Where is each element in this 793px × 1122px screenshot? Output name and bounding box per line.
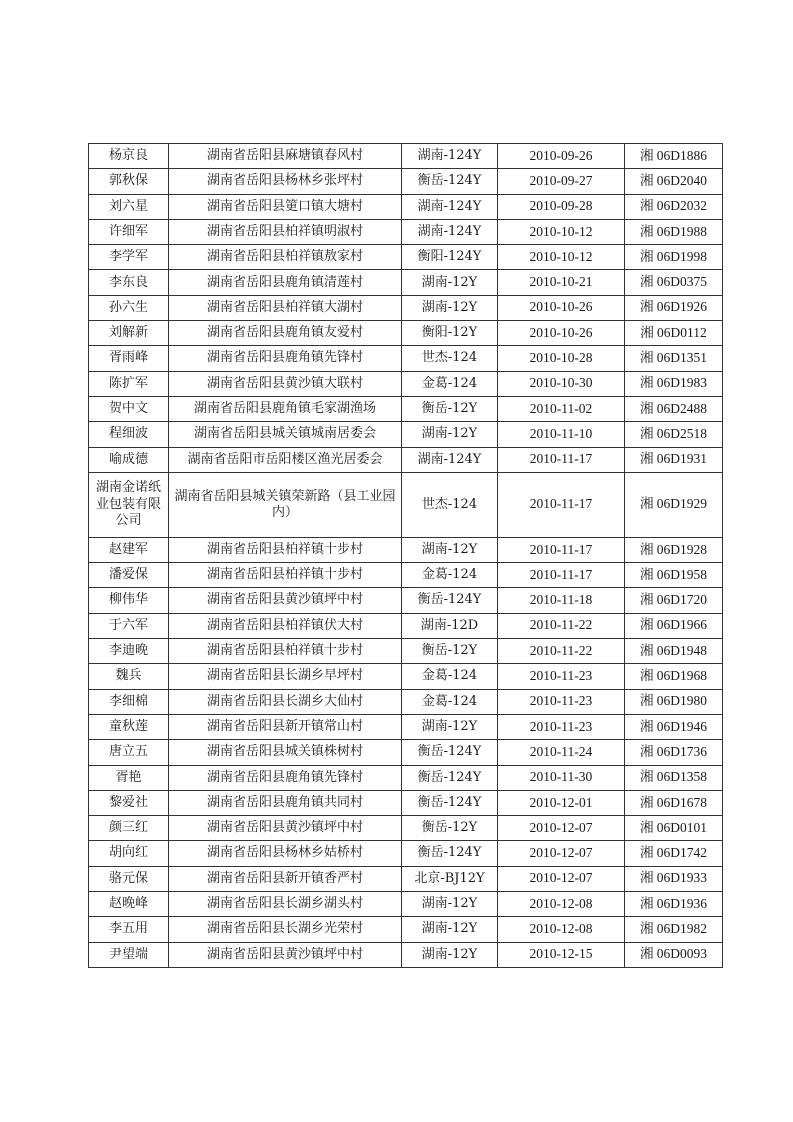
owner-name-cell: 颜三红: [89, 816, 169, 841]
registration-date-cell: 2010-11-17: [498, 537, 625, 562]
table-row: [89, 295, 723, 320]
owner-name-cell: 于六军: [89, 613, 169, 638]
table-row: [89, 866, 723, 891]
vehicle-model-cell: 衡岳-12Y: [402, 639, 498, 664]
owner-name-cell: 李迪晚: [89, 639, 169, 664]
owner-name-cell: 黎爱社: [89, 790, 169, 815]
registration-date-cell: 2010-09-26: [498, 144, 625, 169]
registration-table: [88, 143, 723, 968]
owner-name-cell: 程细波: [89, 422, 169, 447]
plate-number-cell: 湘 06D1980: [625, 689, 723, 714]
address-cell: 湖南省岳阳县鹿角镇先锋村: [169, 765, 402, 790]
vehicle-model-cell: 世杰-124: [402, 472, 498, 537]
table-row: [89, 396, 723, 421]
vehicle-model-cell: 湖南-12Y: [402, 714, 498, 739]
table-row: [89, 447, 723, 472]
owner-name-cell: 赵建军: [89, 537, 169, 562]
owner-name-cell: 孙六生: [89, 295, 169, 320]
plate-number-cell: 湘 06D0375: [625, 270, 723, 295]
address-cell: 湖南省岳阳县鹿角镇友爱村: [169, 321, 402, 346]
owner-name-cell: 李细棉: [89, 689, 169, 714]
registration-date-cell: 2010-11-22: [498, 639, 625, 664]
vehicle-model-cell: 湖南-12Y: [402, 295, 498, 320]
table-row: [89, 563, 723, 588]
address-cell: 湖南省岳阳县鹿角镇先锋村: [169, 346, 402, 371]
owner-name-cell: 柳伟华: [89, 588, 169, 613]
vehicle-model-cell: 湖南-12Y: [402, 270, 498, 295]
owner-name-cell: 刘解新: [89, 321, 169, 346]
plate-number-cell: 湘 06D1742: [625, 841, 723, 866]
owner-name-cell: 贺中文: [89, 396, 169, 421]
table-row: [89, 714, 723, 739]
address-cell: 湖南省岳阳县城关镇株树村: [169, 740, 402, 765]
registration-date-cell: 2010-11-23: [498, 664, 625, 689]
plate-number-cell: 湘 06D0101: [625, 816, 723, 841]
plate-number-cell: 湘 06D1988: [625, 219, 723, 244]
table-row: [89, 346, 723, 371]
plate-number-cell: 湘 06D1929: [625, 472, 723, 537]
table-row: [89, 194, 723, 219]
registration-date-cell: 2010-12-08: [498, 917, 625, 942]
plate-number-cell: 湘 06D2488: [625, 396, 723, 421]
registration-date-cell: 2010-10-26: [498, 321, 625, 346]
registration-date-cell: 2010-12-07: [498, 866, 625, 891]
table-row: [89, 321, 723, 346]
plate-number-cell: 湘 06D1968: [625, 664, 723, 689]
vehicle-model-cell: 湖南-12Y: [402, 942, 498, 967]
owner-name-cell: 刘六星: [89, 194, 169, 219]
registration-date-cell: 2010-10-28: [498, 346, 625, 371]
registration-date-cell: 2010-11-17: [498, 563, 625, 588]
vehicle-model-cell: 湖南-124Y: [402, 194, 498, 219]
address-cell: 湖南省岳阳县鹿角镇清莲村: [169, 270, 402, 295]
vehicle-model-cell: 金葛-124: [402, 689, 498, 714]
address-cell: 湖南省岳阳县新开镇香严村: [169, 866, 402, 891]
owner-name-cell: 郭秋保: [89, 169, 169, 194]
registration-date-cell: 2010-10-21: [498, 270, 625, 295]
registration-date-cell: 2010-11-24: [498, 740, 625, 765]
owner-name-cell: 潘爱保: [89, 563, 169, 588]
registration-date-cell: 2010-12-15: [498, 942, 625, 967]
plate-number-cell: 湘 06D1358: [625, 765, 723, 790]
owner-name-cell: 胡向红: [89, 841, 169, 866]
owner-name-cell: 童秋莲: [89, 714, 169, 739]
owner-name-cell: 胥雨峰: [89, 346, 169, 371]
table-row: [89, 841, 723, 866]
address-cell: 湖南省岳阳县长湖乡光荣村: [169, 917, 402, 942]
address-cell: 湖南省岳阳县城关镇荣新路（县工业园内）: [169, 472, 402, 537]
table-row: [89, 917, 723, 942]
address-cell: 湖南省岳阳县鹿角镇共同村: [169, 790, 402, 815]
plate-number-cell: 湘 06D1948: [625, 639, 723, 664]
table-row: [89, 689, 723, 714]
table-row: [89, 588, 723, 613]
address-cell: 湖南省岳阳县柏祥镇敖家村: [169, 245, 402, 270]
table-row: [89, 537, 723, 562]
owner-name-cell: 杨京良: [89, 144, 169, 169]
registration-date-cell: 2010-11-10: [498, 422, 625, 447]
vehicle-model-cell: 金葛-124: [402, 371, 498, 396]
plate-number-cell: 湘 06D0112: [625, 321, 723, 346]
plate-number-cell: 湘 06D0093: [625, 942, 723, 967]
address-cell: 湖南省岳阳县长湖乡大仙村: [169, 689, 402, 714]
address-cell: 湖南省岳阳县黄沙镇坪中村: [169, 816, 402, 841]
address-cell: 湖南省岳阳市岳阳楼区渔光居委会: [169, 447, 402, 472]
registration-date-cell: 2010-11-23: [498, 689, 625, 714]
owner-name-cell: 喻成德: [89, 447, 169, 472]
table-row: [89, 639, 723, 664]
registration-date-cell: 2010-12-07: [498, 816, 625, 841]
plate-number-cell: 湘 06D1946: [625, 714, 723, 739]
address-cell: 湖南省岳阳县柏祥镇十步村: [169, 537, 402, 562]
owner-name-cell: 李五用: [89, 917, 169, 942]
table-row: [89, 613, 723, 638]
registration-date-cell: 2010-10-12: [498, 219, 625, 244]
registration-date-cell: 2010-11-17: [498, 447, 625, 472]
address-cell: 湖南省岳阳县黄沙镇大联村: [169, 371, 402, 396]
table-row: [89, 740, 723, 765]
table-row: [89, 816, 723, 841]
plate-number-cell: 湘 06D2032: [625, 194, 723, 219]
address-cell: 湖南省岳阳县柏祥镇十步村: [169, 563, 402, 588]
table-row: [89, 664, 723, 689]
plate-number-cell: 湘 06D1926: [625, 295, 723, 320]
vehicle-model-cell: 湖南-124Y: [402, 447, 498, 472]
plate-number-cell: 湘 06D1936: [625, 892, 723, 917]
table-row: [89, 422, 723, 447]
plate-number-cell: 湘 06D1928: [625, 537, 723, 562]
owner-name-cell: 魏兵: [89, 664, 169, 689]
address-cell: 湖南省岳阳县柏祥镇伏大村: [169, 613, 402, 638]
address-cell: 湖南省岳阳县黄沙镇坪中村: [169, 942, 402, 967]
table-row: [89, 144, 723, 169]
plate-number-cell: 湘 06D1966: [625, 613, 723, 638]
registration-date-cell: 2010-10-30: [498, 371, 625, 396]
vehicle-model-cell: 衡岳-12Y: [402, 396, 498, 421]
table-row: [89, 942, 723, 967]
address-cell: 湖南省岳阳县城关镇城南居委会: [169, 422, 402, 447]
owner-name-cell: 李东良: [89, 270, 169, 295]
registration-date-cell: 2010-11-02: [498, 396, 625, 421]
table-row: [89, 765, 723, 790]
plate-number-cell: 湘 06D1983: [625, 371, 723, 396]
table-row: [89, 270, 723, 295]
registration-date-cell: 2010-11-17: [498, 472, 625, 537]
vehicle-model-cell: 衡岳-124Y: [402, 765, 498, 790]
table-row: [89, 219, 723, 244]
vehicle-model-cell: 湖南-124Y: [402, 144, 498, 169]
vehicle-model-cell: 衡岳-124Y: [402, 588, 498, 613]
owner-name-cell: 骆元保: [89, 866, 169, 891]
plate-number-cell: 湘 06D1720: [625, 588, 723, 613]
address-cell: 湖南省岳阳县杨林乡姑桥村: [169, 841, 402, 866]
registration-date-cell: 2010-11-30: [498, 765, 625, 790]
registration-date-cell: 2010-12-07: [498, 841, 625, 866]
address-cell: 湖南省岳阳县长湖乡早坪村: [169, 664, 402, 689]
plate-number-cell: 湘 06D2040: [625, 169, 723, 194]
address-cell: 湖南省岳阳县柏祥镇十步村: [169, 639, 402, 664]
plate-number-cell: 湘 06D2518: [625, 422, 723, 447]
vehicle-model-cell: 湖南-12Y: [402, 917, 498, 942]
registration-date-cell: 2010-11-22: [498, 613, 625, 638]
vehicle-model-cell: 北京-BJ12Y: [402, 866, 498, 891]
owner-name-cell: 胥艳: [89, 765, 169, 790]
plate-number-cell: 湘 06D1736: [625, 740, 723, 765]
vehicle-model-cell: 衡阳-124Y: [402, 245, 498, 270]
owner-name-cell: 许细军: [89, 219, 169, 244]
address-cell: 湖南省岳阳县筻口镇大塘村: [169, 194, 402, 219]
plate-number-cell: 湘 06D1351: [625, 346, 723, 371]
registration-date-cell: 2010-10-12: [498, 245, 625, 270]
vehicle-model-cell: 金葛-124: [402, 664, 498, 689]
table-row: [89, 790, 723, 815]
address-cell: 湖南省岳阳县柏祥镇大湖村: [169, 295, 402, 320]
vehicle-model-cell: 衡岳-124Y: [402, 841, 498, 866]
owner-name-cell: 陈扩军: [89, 371, 169, 396]
address-cell: 湖南省岳阳县杨林乡张坪村: [169, 169, 402, 194]
table-row: [89, 371, 723, 396]
table-body: [89, 144, 723, 968]
plate-number-cell: 湘 06D1678: [625, 790, 723, 815]
owner-name-cell: 尹望端: [89, 942, 169, 967]
plate-number-cell: 湘 06D1958: [625, 563, 723, 588]
vehicle-model-cell: 衡岳-12Y: [402, 816, 498, 841]
owner-name-cell: 湖南金诺纸业包装有限公司: [89, 472, 169, 537]
registration-date-cell: 2010-09-28: [498, 194, 625, 219]
registration-date-cell: 2010-12-01: [498, 790, 625, 815]
address-cell: 湖南省岳阳县柏祥镇明淑村: [169, 219, 402, 244]
plate-number-cell: 湘 06D1933: [625, 866, 723, 891]
address-cell: 湖南省岳阳县长湖乡湖头村: [169, 892, 402, 917]
table-row: [89, 892, 723, 917]
address-cell: 湖南省岳阳县麻塘镇春风村: [169, 144, 402, 169]
vehicle-model-cell: 衡岳-124Y: [402, 740, 498, 765]
registration-date-cell: 2010-11-23: [498, 714, 625, 739]
vehicle-model-cell: 湖南-12Y: [402, 892, 498, 917]
vehicle-model-cell: 湖南-12Y: [402, 537, 498, 562]
registration-date-cell: 2010-09-27: [498, 169, 625, 194]
address-cell: 湖南省岳阳县鹿角镇毛家湖渔场: [169, 396, 402, 421]
plate-number-cell: 湘 06D1982: [625, 917, 723, 942]
owner-name-cell: 赵晚峰: [89, 892, 169, 917]
table-row: [89, 472, 723, 537]
vehicle-model-cell: 衡阳-12Y: [402, 321, 498, 346]
table-row: [89, 245, 723, 270]
owner-name-cell: 李学军: [89, 245, 169, 270]
address-cell: 湖南省岳阳县新开镇常山村: [169, 714, 402, 739]
vehicle-model-cell: 湖南-124Y: [402, 219, 498, 244]
vehicle-model-cell: 衡岳-124Y: [402, 790, 498, 815]
vehicle-model-cell: 世杰-124: [402, 346, 498, 371]
table-row: [89, 169, 723, 194]
plate-number-cell: 湘 06D1931: [625, 447, 723, 472]
vehicle-model-cell: 金葛-124: [402, 563, 498, 588]
registration-date-cell: 2010-11-18: [498, 588, 625, 613]
vehicle-model-cell: 湖南-12D: [402, 613, 498, 638]
vehicle-model-cell: 衡岳-124Y: [402, 169, 498, 194]
registration-date-cell: 2010-10-26: [498, 295, 625, 320]
plate-number-cell: 湘 06D1886: [625, 144, 723, 169]
registration-date-cell: 2010-12-08: [498, 892, 625, 917]
address-cell: 湖南省岳阳县黄沙镇坪中村: [169, 588, 402, 613]
vehicle-model-cell: 湖南-12Y: [402, 422, 498, 447]
owner-name-cell: 唐立五: [89, 740, 169, 765]
plate-number-cell: 湘 06D1998: [625, 245, 723, 270]
